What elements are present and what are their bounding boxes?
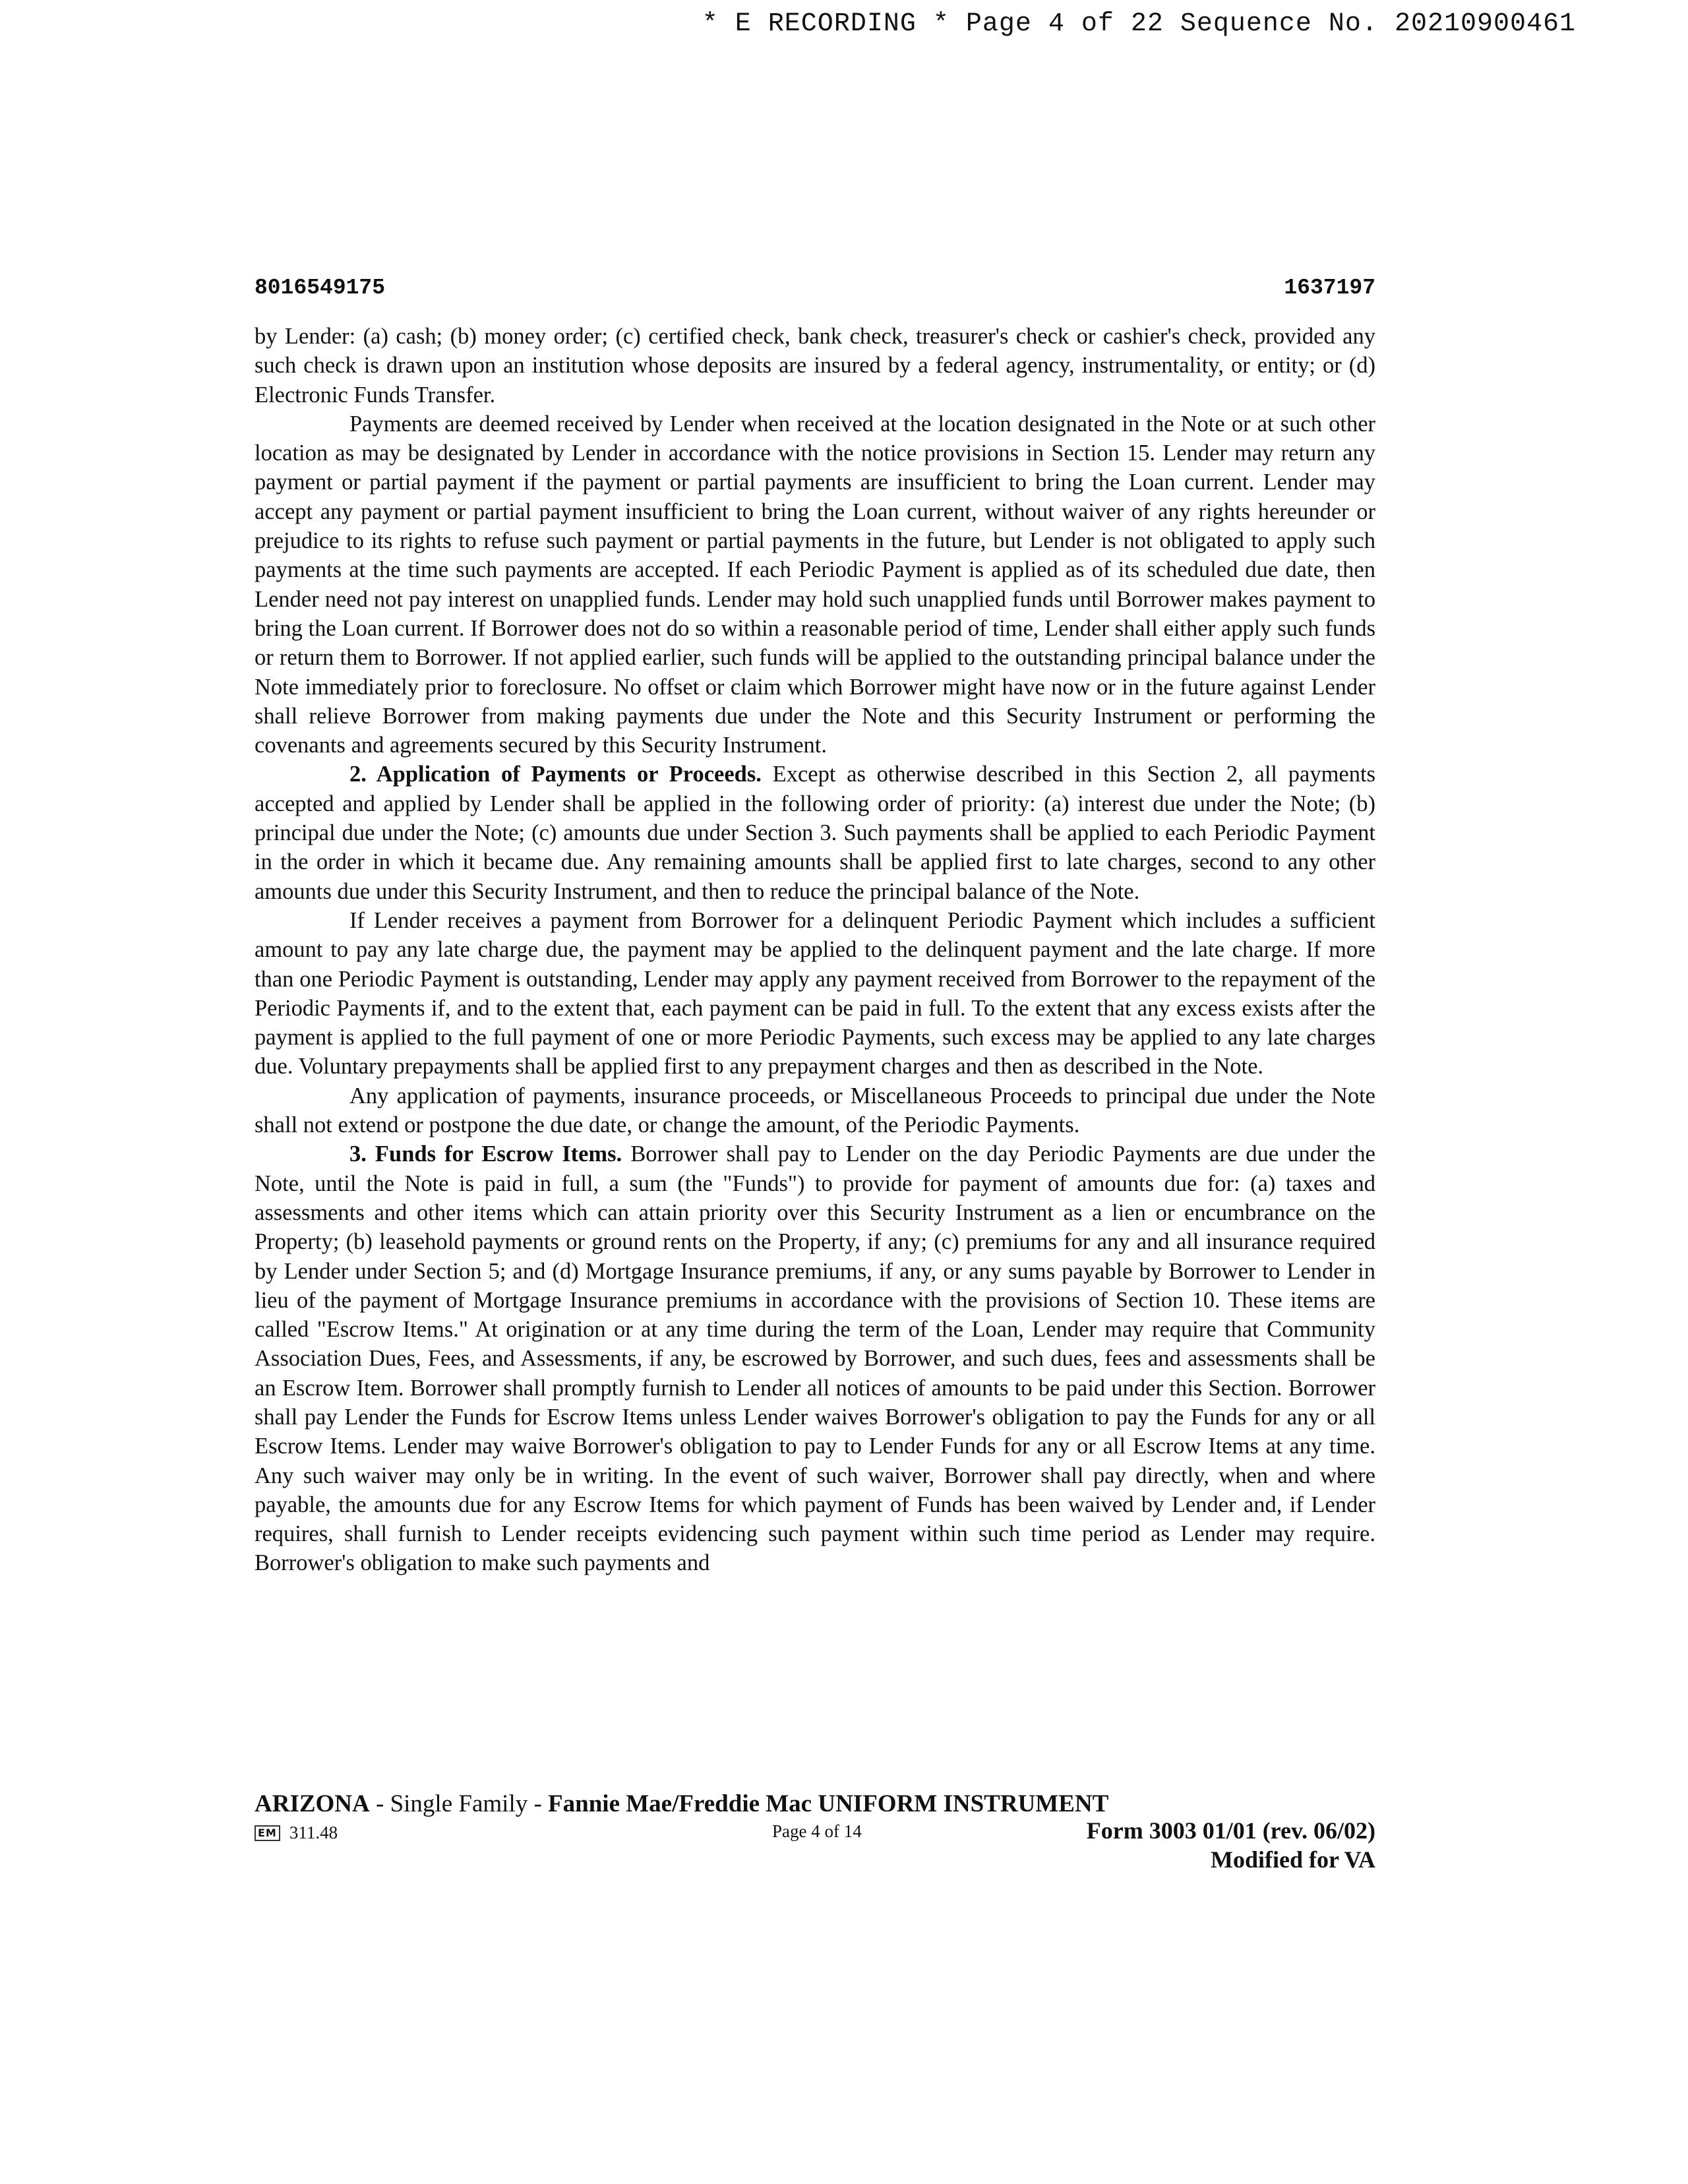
form-code — [255, 1823, 338, 1843]
page-number: Page 4 of 14 — [772, 1821, 862, 1841]
paragraph-text: If Lender receives a payment from Borrower for a delinquent Periodic Payment which includes a sufficient amount to pay any late charge due, the payment may be applied to the delinquent payment and the late charge. If more than one Periodic Payment is outstanding, Lender may apply any payment received from Borrower to the repayment of the Periodic Payments if, and to the extent that, each payment can be paid in full. To the extent that any excess exists after the payment is applied to the full payment of one or more Periodic Payments, such excess may be applied to any late charges due. Voluntary prepayments shall be applied first to any prepayment charges and then as described in the Note. — [255, 907, 1375, 1079]
form-code-number: 311.48 — [289, 1823, 338, 1842]
section-3-paragraph — [255, 1139, 1375, 1577]
form-footer — [255, 1790, 1375, 1873]
paragraph-text: Except as otherwise described in this Section 2, all payments accepted and applied by Lender shall be applied in the following order of priority: (a) interest due under the Note; (b) principal due under the Note; (c) amounts due under Section 3. Such payments shall be applied to each Periodic Payment in the order in which it became due. Any remaining amounts shall be applied first to late charges, second to any other amounts due under this Security Instrument, and then to reduce the principal balance of the Note. — [255, 762, 1375, 904]
section-heading: 2. Application of Payments or Proceeds. — [349, 762, 762, 787]
recording-header: * E RECORDING * Page 4 of 22 Sequence No. 20210900461 — [702, 9, 1576, 39]
document-number: 1637197 — [1284, 276, 1375, 300]
document-body — [255, 322, 1375, 1578]
footer-row — [255, 1817, 1375, 1873]
paragraph — [255, 1081, 1375, 1140]
footer-state: ARIZONA — [255, 1790, 370, 1817]
paragraph-text: Borrower shall pay to Lender on the day Periodic Payments are due under the Note, until the Note is paid in full, a sum (the "Funds") to provide for payment of amounts due for: (a) taxes and assessments and other items which can attain priority over this Security Instrument as a lien or encumbrance on the Property; (b) leasehold payments or ground rents on the Property, if any; (c) premiums for any and all insurance required by Lender under Section 5; and (d) Mortgage Insurance premiums, if any, or any sums payable by Borrower to Lender in lieu of the payment of Mortgage Insurance premiums in accordance with the provisions of Section 10. These items are called "Escrow Items." At origination or at any time during the term of the Loan, Lender may require that Community Association Dues, Fees, and Assessments, if any, be escrowed by Borrower, and such dues, fees and assessments shall be an Escrow Item. Borrower shall promptly furnish to Lender all notices of amounts to be paid under this Section. Borrower shall pay Lender the Funds for Escrow Items unless Lender waives Borrower's obligation to pay the Funds for any or all Escrow Items. Lender may waive Borrower's obligation to pay to Lender Funds for any or all Escrow Items at any time. Any such waiver may only be in writing. In the event of such waiver, Borrower shall pay directly, when and where payable, the amounts due for any Escrow Items for which payment of Funds has been waived by Lender and, if Lender requires, shall furnish to Lender receipts evidencing such payment within such time period as Lender may require. Borrower's obligation to make such payments and — [255, 1141, 1375, 1576]
section-2-paragraph — [255, 760, 1375, 905]
form-modification: Modified for VA — [1210, 1846, 1375, 1873]
ellie-mae-logo-icon: EM — [255, 1825, 280, 1841]
footer-separator: - Single Family - — [369, 1790, 549, 1817]
paragraph-text: Payments are deemed received by Lender when received at the location designated in the Note or at such other location as may be designated by Lender in accordance with the notice provisions in Section 15. Lender may return any payment or partial payment if the payment or partial payments are insufficient to bring the Loan current. Lender may accept any payment or partial payment insufficient to bring the Loan current, without waiver of any rights hereunder or prejudice to its rights to refuse such payment or partial payments in the future, but Lender is not obligated to apply such payments at the time such payments are accepted. If each Periodic Payment is applied as of its scheduled due date, then Lender need not pay interest on unapplied funds. Lender may hold such unapplied funds until Borrower makes payment to bring the Loan current. If Borrower does not do so within a reasonable period of time, Lender shall either apply such funds or return them to Borrower. If not applied earlier, such funds will be applied to the outstanding principal balance under the Note immediately prior to foreclosure. No offset or claim which Borrower might have now or in the future against Lender shall relieve Borrower from making payments due under the Note and this Security Instrument or performing the covenants and agreements secured by this Security Instrument. — [255, 411, 1375, 758]
document-id-row — [255, 276, 1375, 300]
loan-number: 8016549175 — [255, 276, 386, 300]
paragraph — [255, 410, 1375, 760]
paragraph-text: Any application of payments, insurance proceeds, or Miscellaneous Proceeds to principal due under the Note shall not extend or postpone the due date, or change the amount, of the Periodic Payments. — [255, 1083, 1375, 1138]
footer-publisher: Fannie Mae/Freddie Mac UNIFORM INSTRUMENT — [548, 1790, 1109, 1817]
footer-title — [255, 1790, 1375, 1819]
form-number: Form 3003 01/01 (rev. 06/02) — [1086, 1817, 1375, 1844]
paragraph-continuation — [255, 322, 1375, 410]
form-identifier — [1087, 1816, 1375, 1874]
paragraph-text: by Lender: (a) cash; (b) money order; (c) certified check, bank check, treasurer's check or cashier's check, provided any such check is drawn upon an institution whose deposits are insured by a federal agency, instrumentality, or entity; or (d) Electronic Funds Transfer. — [255, 324, 1375, 408]
paragraph — [255, 906, 1375, 1081]
section-heading: 3. Funds for Escrow Items. — [349, 1141, 622, 1167]
